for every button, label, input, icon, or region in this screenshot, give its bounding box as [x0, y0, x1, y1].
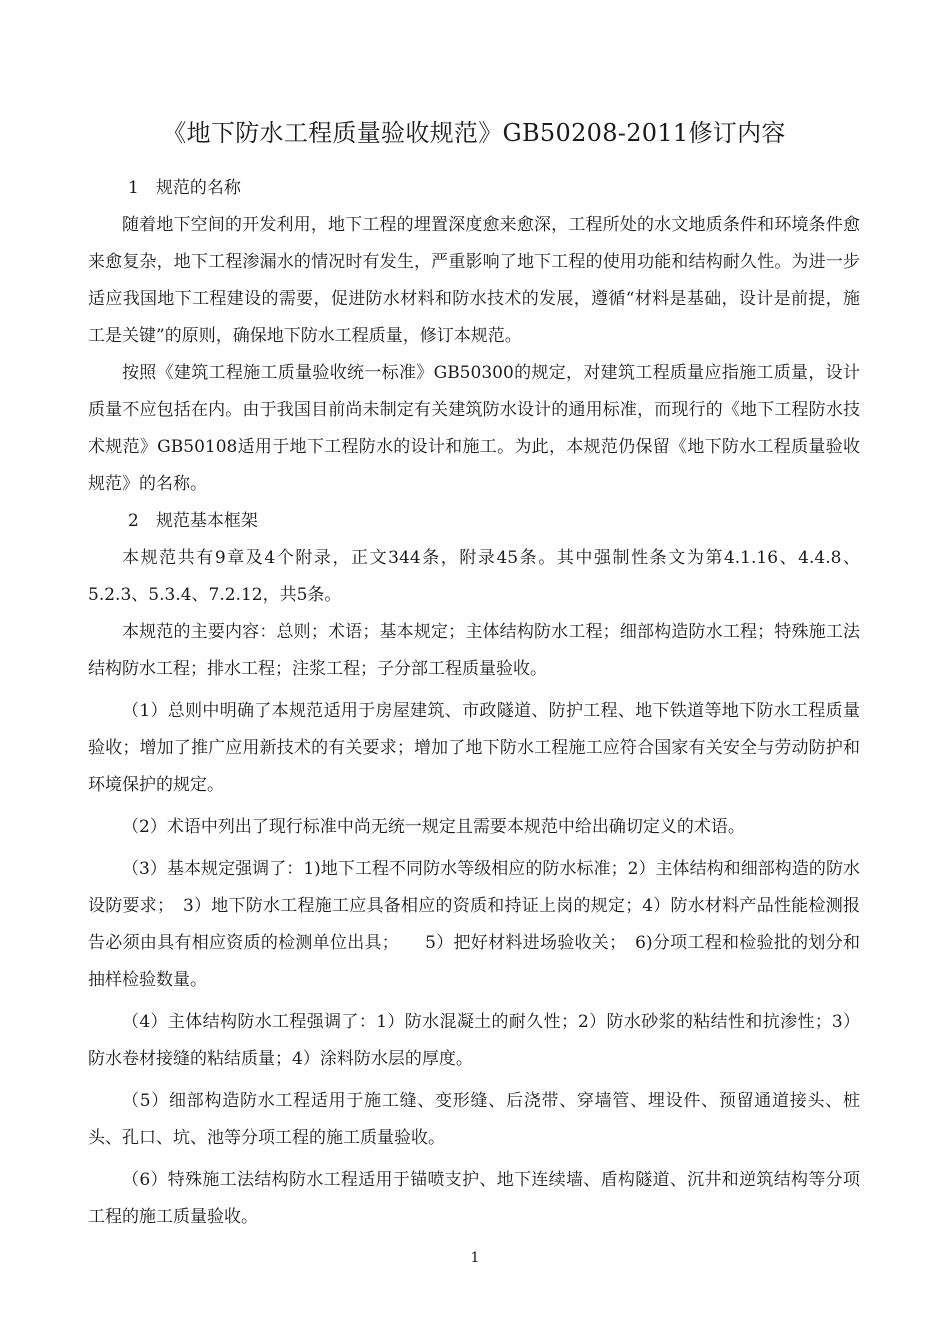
- body-paragraph: 本规范的主要内容：总则；术语；基本规定；主体结构防水工程；细部构造防水工程；特殊施工法结构防水工程；排水工程；注浆工程；子分部工程质量验收。: [88, 622, 860, 679]
- list-item-paragraph: （1）总则中明确了本规范适用于房屋建筑、市政隧道、防护工程、地下铁道等地下防水工程质量验收；增加了推广应用新技术的有关要求；增加了地下防水工程施工应符合国家有关安全与劳动防护和环境保护的规定。: [88, 701, 860, 795]
- body-paragraph: 本规范共有9章及4个附录，正文344条，附录45条。其中强制性条文为第4.1.16、4.4.8、5.2.3、5.3.4、7.2.12，共5条。: [88, 548, 860, 605]
- list-item-paragraph: （6）特殊施工法结构防水工程适用于锚喷支护、地下连续墙、盾构隧道、沉井和逆筑结构等分项工程的施工质量验收。: [88, 1170, 860, 1227]
- document-page: [88, 114, 860, 1236]
- section-heading: 1 规范的名称: [128, 178, 241, 198]
- list-item-paragraph: （5）细部构造防水工程适用于施工缝、变形缝、后浇带、穿墙管、埋设件、预留通道接头、桩头、孔口、坑、池等分项工程的施工质量验收。: [88, 1091, 860, 1148]
- body-paragraph: 按照《建筑工程施工质量验收统一标准》GB50300的规定，对建筑工程质量应指施工质量，设计质量不应包括在内。由于我国目前尚未制定有关建筑防水设计的通用标准，而现行的《地下工程防水技术规范》GB50108适用于地下工程防水的设计和施工。为此，本规范仍保留《地下防水工程质量验收规范》的名称。: [88, 363, 860, 494]
- body-paragraph: 随着地下空间的开发利用，地下工程的埋置深度愈来愈深，工程所处的水文地质条件和环境条件愈来愈复杂，地下工程渗漏水的情况时有发生，严重影响了地下工程的使用功能和结构耐久性。为进一步适应我国地下工程建设的需要，促进防水材料和防水技术的发展，遵循“材料是基础，设计是前提，施工是关键”的原则，确保地下防水工程质量，修订本规范。: [88, 215, 860, 346]
- document-title: 《地下防水工程质量验收规范》GB50208-2011修订内容: [162, 119, 786, 147]
- list-item-paragraph: （2）术语中列出了现行标准中尚无统一规定且需要本规范中给出确切定义的术语。: [122, 817, 745, 837]
- section-name-of-code: [88, 170, 860, 503]
- page-number: 1: [470, 1250, 480, 1266]
- list-item-paragraph: （4）主体结构防水工程强调了：1）防水混凝土的耐久性；2）防水砂浆的粘结性和抗渗性；3）防水卷材接缝的粘结质量；4）涂料防水层的厚度。: [88, 1012, 860, 1069]
- list-item-paragraph: （3）基本规定强调了：1)地下工程不同防水等级相应的防水标准；2）主体结构和细部构造的防水设防要求； 3）地下防水工程施工应具备相应的资质和持证上岗的规定；4）防水材料产品性能检测报告必须由具有相应资质的检测单位出具； 5）把好材料进场验收关； 6)分项工程和检验批的划分和抽样检验数量。: [88, 859, 860, 990]
- section-basic-framework: [88, 503, 860, 1236]
- document-body: [88, 170, 860, 1236]
- section-heading: 2 规范基本框架: [128, 511, 258, 531]
